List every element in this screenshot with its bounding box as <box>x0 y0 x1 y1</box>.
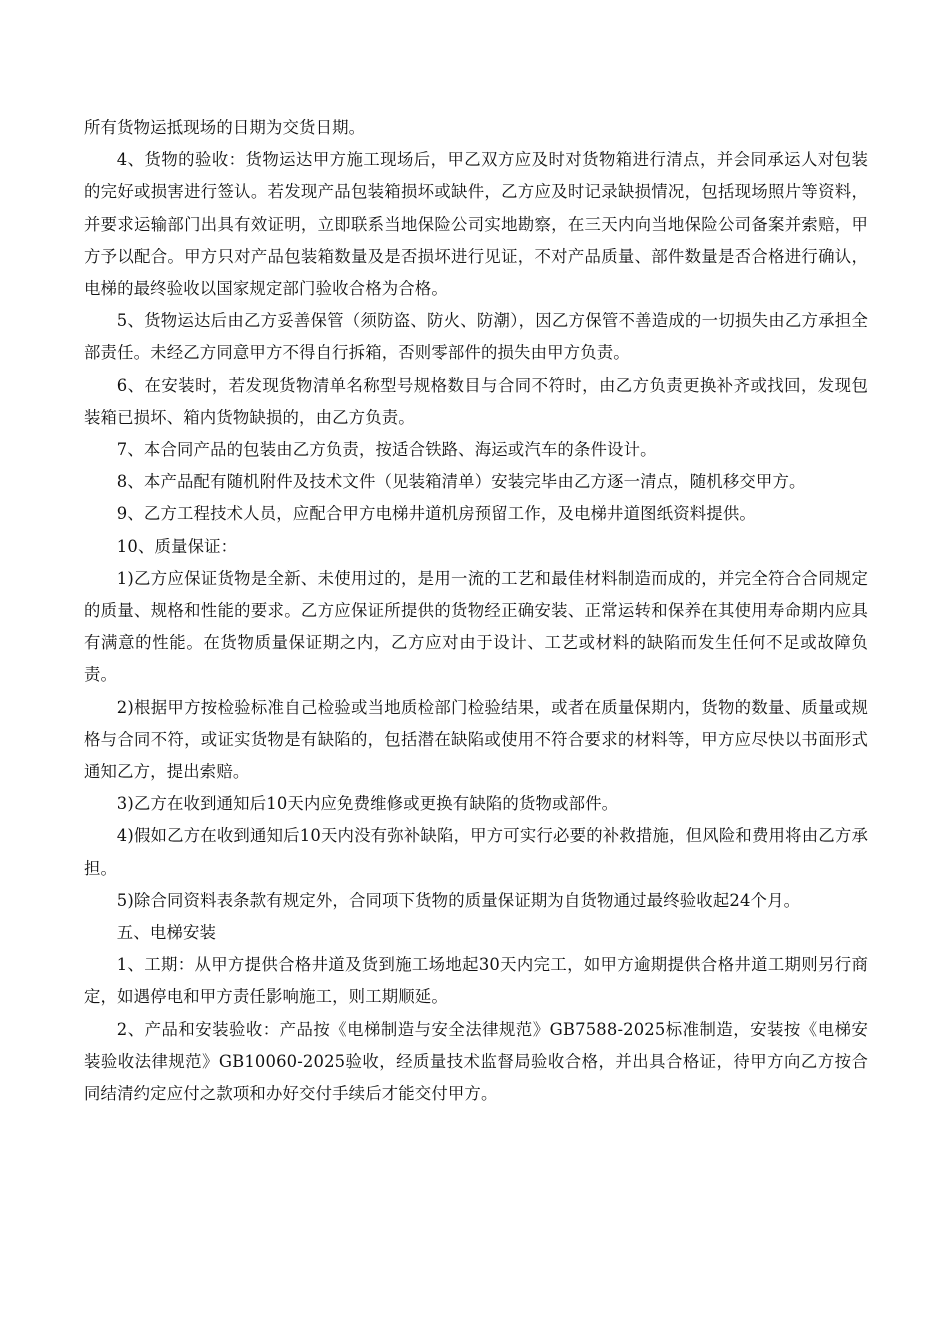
document-page <box>84 112 868 1110</box>
paragraph-product-acceptance: 2、产品和安装验收：产品按《电梯制造与安全法律规范》GB7588-2025标准制造，安装按《电梯安装验收法律规范》GB10060-2025验收，经质量技术监督局验收合格，并出具合格证，待甲方向乙方按合同结清约定应付之款项和办好交付手续后才能交付甲方。 <box>84 1019 868 1104</box>
paragraph-delivery-date: 所有货物运抵现场的日期为交货日期。 <box>84 118 366 137</box>
paragraph-quality-item-1: 1)乙方应保证货物是全新、未使用过的，是用一流的工艺和最佳材料制造而成的，并完全符合合同规定的质量、规格和性能的要求。乙方应保证所提供的货物经正确安装、正常运转和保养在其使用寿命期内应具有满意的性能。在货物质量保证期之内，乙方应对由于设计、工艺或材料的缺陷而发生任何不足或故障负责。 <box>84 568 868 685</box>
paragraph-technical-staff: 9、乙方工程技术人员，应配合甲方电梯井道机房预留工作，及电梯井道图纸资料提供。 <box>116 504 756 524</box>
section-heading-elevator-installation: 五、电梯安装 <box>116 923 217 943</box>
paragraph-quality-item-2: 2)根据甲方按检验标准自己检验或当地质检部门检验结果，或者在质量保期内，货物的数量、质量或规格与合同不符，或证实货物是有缺陷的，包括潜在缺陷或使用不符合要求的材料等，甲方应尽快以书面形式通知乙方，提出索赔。 <box>84 697 868 782</box>
paragraph-quality-item-3: 3)乙方在收到通知后10天内应免费维修或更换有缺陷的货物或部件。 <box>116 794 619 814</box>
paragraph-accessories: 8、本产品配有随机附件及技术文件（见装箱清单）安装完毕由乙方逐一清点，随机移交甲方。 <box>116 472 806 492</box>
paragraph-construction-period: 1、工期：从甲方提供合格井道及货到施工场地起30天内完工，如甲方逾期提供合格井道工期则另行商定，如遇停电和甲方责任影响施工，则工期顺延。 <box>84 955 868 1007</box>
paragraph-quality-item-4: 4)假如乙方在收到通知后10天内没有弥补缺陷，甲方可实行必要的补救措施，但风险和费用将由乙方承担。 <box>84 826 868 878</box>
paragraph-quality-item-5: 5)除合同资料表条款有规定外，合同项下货物的质量保证期为自货物通过最终验收起24个月。 <box>116 890 801 910</box>
paragraph-installation-check: 6、在安装时，若发现货物清单名称型号规格数目与合同不符时，由乙方负责更换补齐或找回，发现包装箱已损坏、箱内货物缺损的，由乙方负责。 <box>84 375 868 427</box>
paragraph-goods-acceptance: 4、货物的验收：货物运达甲方施工现场后，甲乙双方应及时对货物箱进行清点，并会同承运人对包装的完好或损害进行签认。若发现产品包装箱损坏或缺件，乙方应及时记录缺损情况，包括现场照片等资料，并要求运输部门出具有效证明，立即联系当地保险公司实地勘察，在三天内向当地保险公司备案并索赔，甲方予以配合。甲方只对产品包装箱数量及是否损坏进行见证，不对产品质量、部件数量是否合格进行确认，电梯的最终验收以国家规定部门验收合格为合格。 <box>84 150 868 299</box>
paragraph-goods-custody: 5、货物运达后由乙方妥善保管（须防盗、防火、防潮），因乙方保管不善造成的一切损失由乙方承担全部责任。未经乙方同意甲方不得自行拆箱，否则零部件的损失由甲方负责。 <box>84 311 868 363</box>
paragraph-packaging: 7、本合同产品的包装由乙方负责，按适合铁路、海运或汽车的条件设计。 <box>116 440 657 460</box>
section-heading-quality-guarantee: 10、质量保证： <box>116 536 238 556</box>
